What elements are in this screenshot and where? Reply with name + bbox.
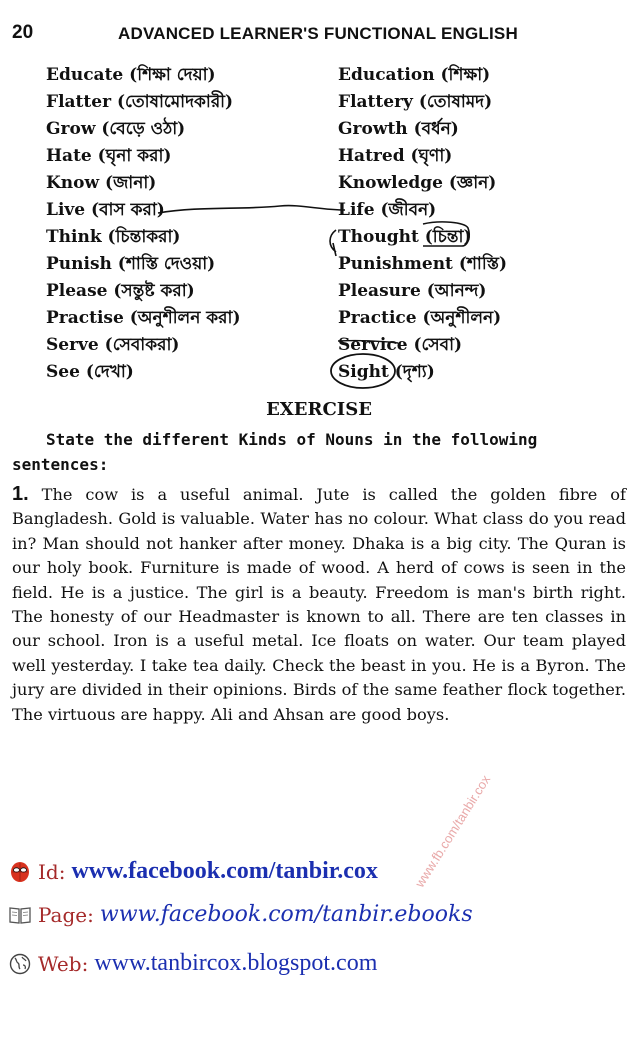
verb-entry: Know (জানা)	[46, 172, 157, 193]
verb-entry: Punish (শাস্তি দেওয়া)	[46, 253, 216, 274]
verb-entry: See (দেখা)	[46, 361, 134, 382]
footer-page-label: Page:	[38, 902, 94, 927]
verb-entry: Flatter (তোষামোদকারী)	[46, 91, 234, 112]
vocab-row	[46, 62, 616, 89]
blog-link[interactable]: www.tanbircox.blogspot.com	[94, 950, 378, 976]
noun-entry: Education (শিক্ষা)	[338, 64, 491, 85]
noun-entry: Life (জীবন)	[338, 199, 437, 220]
vocab-row	[46, 332, 616, 359]
footer-web-label: Web:	[38, 951, 89, 976]
footer-id	[8, 858, 378, 885]
book-title: ADVANCED LEARNER'S FUNCTIONAL ENGLISH	[118, 24, 518, 43]
verb-entry: Grow (বেড়ে ওঠা)	[46, 118, 186, 139]
globe-icon	[8, 952, 32, 976]
vocabulary-list	[46, 62, 616, 386]
noun-entry: Pleasure (আনন্দ)	[338, 280, 487, 301]
page-header	[12, 22, 626, 48]
footer-web	[8, 950, 377, 977]
vocab-row	[46, 224, 616, 251]
verb-entry: Educate (শিক্ষা দেয়া)	[46, 64, 216, 85]
verb-entry: Please (সন্তুষ্ট করা)	[46, 280, 195, 301]
exercise-heading: EXERCISE	[266, 399, 372, 420]
noun-entry: Growth (বর্ধন)	[338, 118, 459, 139]
passage-text: The cow is a useful animal. Jute is called the golden fibre of Bangladesh. Gold is valuable. Water has no colour. What class do you read in? Man should not hanker after money. Dhaka is a big city. The Quran is our holy book. Furniture is made of wood. A herd of cows is seen in the field. He is a justice. The girl is a beauty. Freedom is man's birth right. The honesty of our Headmaster is known to all. There are ten classes in our school. Iron is a useful metal. Ice floats on water. Our team played well yesterday. I take tea daily. Check the beast in you. He is a Byron. The jury are divided in their opinions. Birds of the same feather flock together. The virtuous are happy. Ali and Ahsan are good boys.	[12, 485, 626, 724]
footer-page	[8, 902, 473, 927]
spider-icon	[8, 860, 32, 884]
vocab-row	[46, 170, 616, 197]
noun-entry: Thought (চিন্তা)	[338, 226, 472, 247]
verb-entry: Practise (অনুশীলন করা)	[46, 307, 241, 328]
footer-id-label: Id:	[38, 859, 66, 884]
noun-entry: Punishment (শাস্তি)	[338, 253, 507, 274]
exercise-passage	[12, 482, 626, 727]
noun-entry: Flattery (তোষামদ)	[338, 91, 493, 112]
noun-entry: Knowledge (জ্ঞান)	[338, 172, 497, 193]
noun-entry: Sight (দৃশ্য)	[338, 361, 435, 382]
facebook-profile-link[interactable]: www.facebook.com/tanbir.cox	[71, 858, 378, 884]
vocab-row	[46, 143, 616, 170]
watermark: www.fb.com/tanbir.cox	[412, 772, 494, 890]
facebook-page-link[interactable]: www.facebook.com/tanbir.ebooks	[99, 902, 473, 927]
vocab-row	[46, 305, 616, 332]
verb-entry: Serve (সেবাকরা)	[46, 334, 180, 355]
vocab-row	[46, 197, 616, 224]
vocab-row	[46, 359, 616, 386]
book-icon	[8, 903, 32, 927]
verb-entry: Live (বাস করা)	[46, 199, 165, 220]
noun-entry: Service (সেবা)	[338, 334, 463, 355]
exercise-instruction: State the different Kinds of Nouns in the following sentences:	[12, 430, 538, 474]
noun-entry: Hatred (ঘৃণা)	[338, 145, 453, 166]
vocab-row	[46, 251, 616, 278]
verb-entry: Think (চিন্তাকরা)	[46, 226, 181, 247]
vocab-row	[46, 89, 616, 116]
vocab-row	[46, 278, 616, 305]
question-number: 1.	[12, 483, 29, 505]
vocab-row	[46, 116, 616, 143]
page-number: 20	[12, 22, 34, 43]
verb-entry: Hate (ঘৃনা করা)	[46, 145, 172, 166]
noun-entry: Practice (অনুশীলন)	[338, 307, 502, 328]
